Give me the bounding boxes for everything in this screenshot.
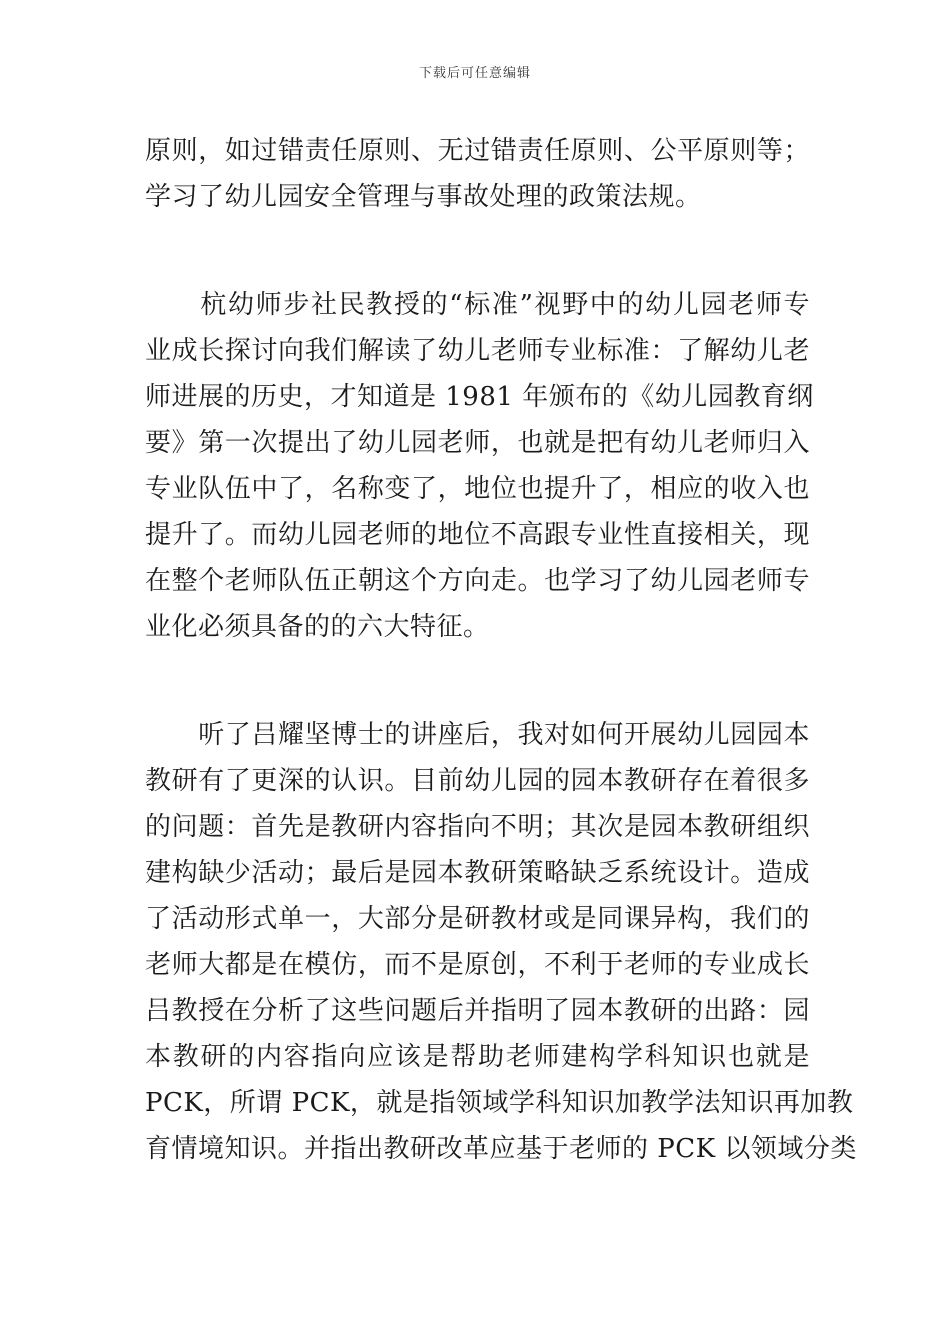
paragraph-1 [145,128,810,220]
text-line: 吕教授在分析了这些问题后并指明了园本教研的出路：园 [145,996,810,1026]
text-line: 专业队伍中了，名称变了，地位也提升了，相应的收入也 [145,474,810,504]
page-header-note: 下载后可任意编辑 [418,66,531,81]
text-line: 了活动形式单一，大部分是研教材或是同课异构，我们的 [145,904,810,934]
text-line: 的问题：首先是教研内容指向不明；其次是园本教研组织 [145,812,810,842]
paragraph-spacer [145,220,810,282]
text-line: 本教研的内容指向应该是帮助老师建构学科知识也就是 [145,1042,810,1072]
text-line: 建构缺少活动；最后是园本教研策略缺乏系统设计。造成 [145,858,810,888]
text-line: 杭幼师步社民教授的“标准”视野中的幼儿园老师专 [145,290,810,320]
paragraph-2 [145,282,814,650]
text-line: 听了吕耀坚博士的讲座后，我对如何开展幼儿园园本 [145,720,810,750]
text-line: 学习了幼儿园安全管理与事故处理的政策法规。 [145,182,702,212]
text-line: 要》第一次提出了幼儿园老师，也就是把有幼儿老师归入 [145,428,810,458]
text-line: 业化必须具备的的六大特征。 [145,612,490,642]
paragraph-spacer [145,650,810,712]
text-line: 业成长探讨向我们解读了幼儿老师专业标准：了解幼儿老 [145,336,810,366]
text-line: 教研有了更深的认识。目前幼儿园的园本教研存在着很多 [145,766,810,796]
text-line: 提升了。而幼儿园老师的地位不高跟专业性直接相关，现 [145,520,810,550]
document-body [145,128,857,1172]
text-line: PCK，所谓 PCK，就是指领域学科知识加教学法知识再加教 [145,1088,854,1118]
text-line: 育情境知识。并指出教研改革应基于老师的 PCK 以领域分类 [145,1134,857,1164]
text-line: 在整个老师队伍正朝这个方向走。也学习了幼儿园老师专 [145,566,810,596]
text-line: 师进展的历史，才知道是 1981 年颁布的《幼儿园教育纲 [145,382,814,412]
text-line: 老师大都是在模仿，而不是原创，不利于老师的专业成长 [145,950,810,980]
paragraph-3 [145,712,857,1172]
text-line: 原则，如过错责任原则、无过错责任原则、公平原则等； [145,136,810,166]
